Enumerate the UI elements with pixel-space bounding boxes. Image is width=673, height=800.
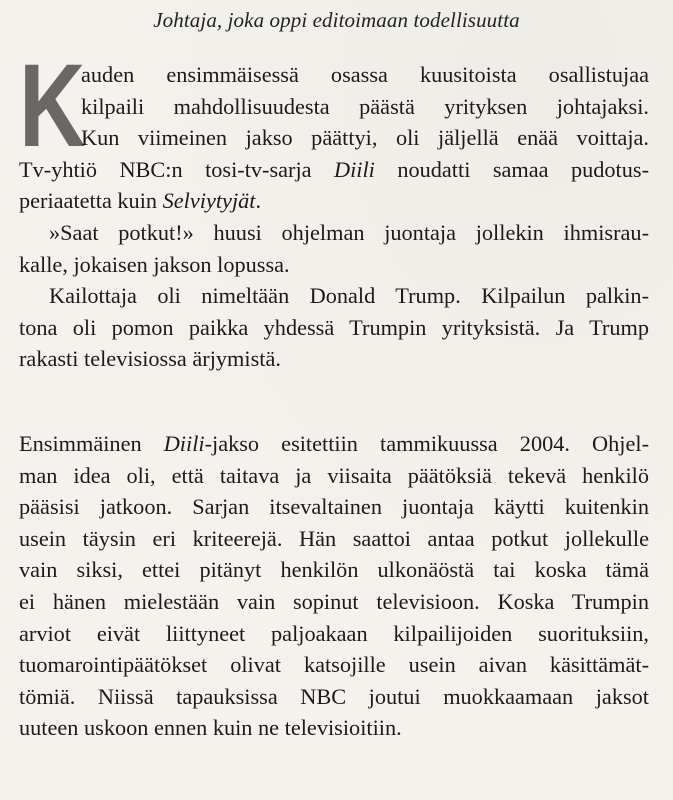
text-line: Kun viimeinen jakso päättyi, oli jäljellä enää voittaja. (81, 125, 649, 151)
text-line: usein täysin eri kriteerejä. Hän saattoi antaa potkut jollekulle (19, 525, 649, 551)
text-line: »Saat potkut!» huusi ohjelman juontaja jollekin ihmisrau- (49, 219, 649, 245)
text-run: Ensimmäinen (19, 431, 164, 456)
italic-title: Diili (334, 156, 375, 182)
text-line: kalle, jokaisen jakson lopussa. (19, 251, 290, 277)
drop-cap: K (19, 40, 84, 172)
italic-title: Diili (163, 431, 205, 456)
paragraph-1 (19, 40, 649, 217)
paragraph-3 (19, 280, 649, 375)
text-run: . (255, 188, 262, 214)
text-line: vain siksi, ettei pitänyt henkilön ulkonäöstä tai koska tämä (19, 557, 649, 583)
text-line (19, 185, 649, 217)
text-line: tuomarointipäätökset olivat katsojille usein aivan käsittämät- (19, 652, 649, 678)
text-line: ei hänen mielestään vain sopinut televisioon. Koska Trumpin (19, 588, 649, 614)
text-line: man idea oli, että taitava ja viisaita päätöksiä tekevä henkilö (19, 462, 649, 488)
section-1 (19, 40, 649, 375)
text-line: auden ensimmäisessä osassa kuusitoista osallistujaa (81, 62, 649, 87)
text-line: Kailottaja oli nimeltään Donald Trump. Kilpailun palkin- (49, 283, 649, 309)
text-line: uuteen uskoon ennen kuin ne televisioitiin. (19, 715, 402, 741)
text-line: arviot eivät liittyneet paljoakaan kilpailijoiden suorituksiin, (19, 620, 649, 646)
paragraph-4 (19, 428, 649, 744)
text-line: tona oli pomon paikka yhdessä Trumpin yrityksistä. Ja Trump (19, 314, 649, 340)
text-line: tömiä. Niissä tapauksissa NBC joutui muokkaamaan jaksot (19, 683, 649, 709)
text-line: kilpaili mahdollisuudesta päästä yrityksen johtajaksi. (81, 93, 649, 119)
text-line (19, 428, 649, 460)
text-line: rakasti televisiossa ärjymistä. (19, 346, 281, 372)
text-run: Tv-yhtiö NBC:n tosi-tv-sarja (19, 156, 334, 182)
section-2 (19, 428, 649, 744)
running-head: Johtaja, joka oppi editoimaan todellisuutta (153, 8, 520, 32)
text-line (19, 154, 649, 186)
text-run: periaatetta kuin (19, 188, 163, 214)
italic-title: Selviytyjät (162, 188, 256, 214)
text-run: noudatti samaa pudotus- (374, 156, 649, 182)
paragraph-2 (19, 217, 649, 280)
text-run: -jakso esitettiin tammikuussa 2004. Ohjel- (204, 431, 650, 456)
text-line: pääsisi jatkoon. Sarjan itsevaltainen juontaja käytti kuitenkin (19, 494, 649, 520)
